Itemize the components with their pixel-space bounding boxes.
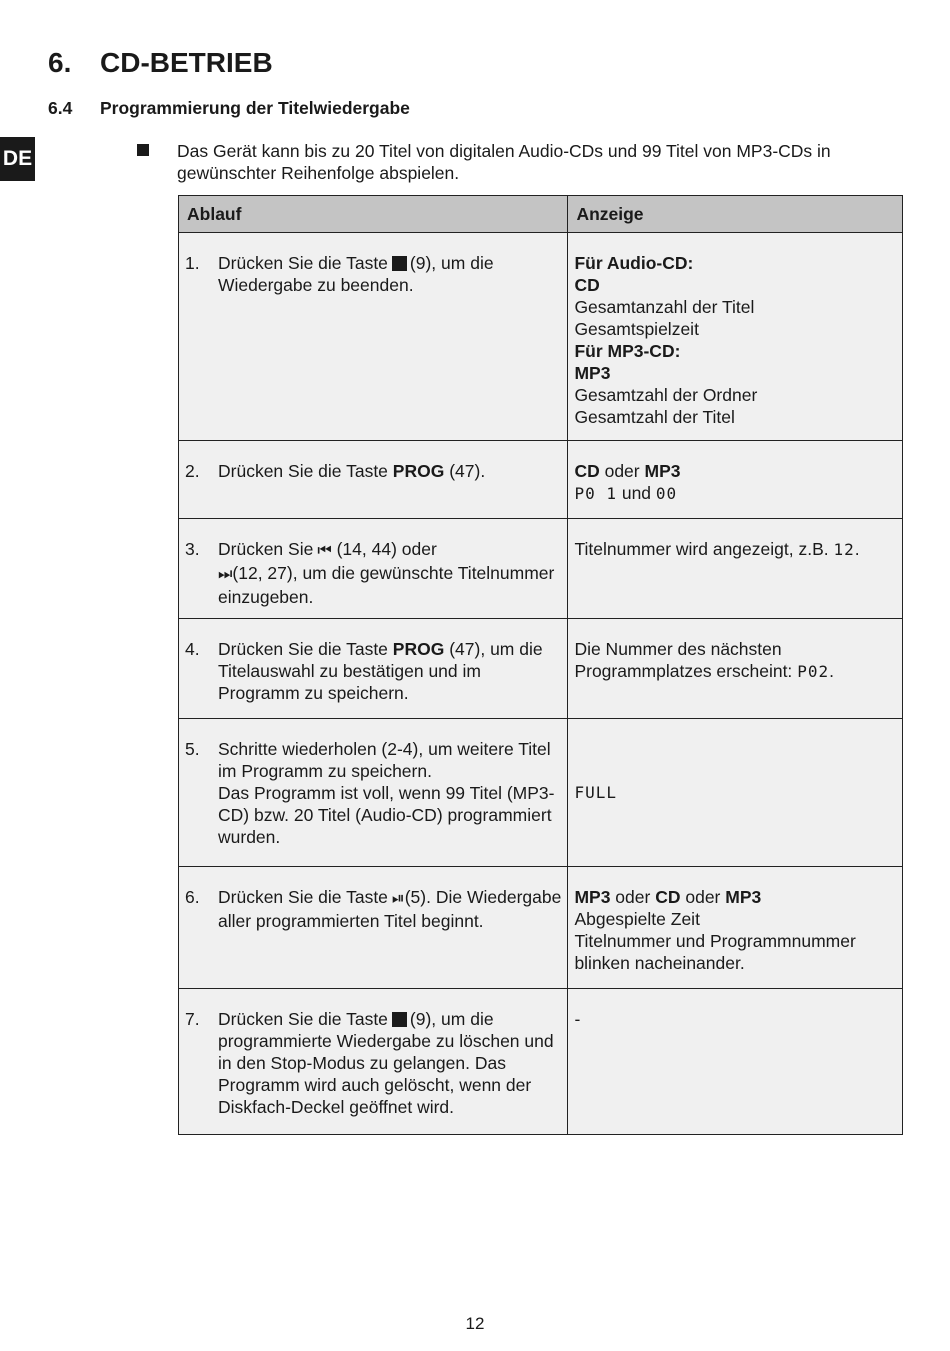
table-header-row xyxy=(179,196,903,233)
skip-back-icon: ⏮ xyxy=(317,542,330,559)
step-number: 5. xyxy=(185,739,200,759)
step-number: 6. xyxy=(185,887,200,907)
step-text: Drücken Sie die Taste (9), um die programmierte Wiedergabe zu löschen und in den Stop-Modus zu gelangen. Das Programm wird auch gelöscht, wenn der Diskfach-Deckel geöffnet wird. xyxy=(218,1009,554,1117)
display-cell xyxy=(568,233,903,441)
step-text: Drücken Sie die Taste PROG (47), um die Titelauswahl zu bestätigen und im Programm zu speichern. xyxy=(218,639,543,703)
chapter-number: 6. xyxy=(48,47,72,78)
display-cell xyxy=(568,619,903,719)
segment-display: P0 1 xyxy=(574,484,617,503)
table-row xyxy=(179,619,903,719)
chapter-heading xyxy=(48,47,273,79)
header-anzeige: Anzeige xyxy=(568,196,903,233)
skip-forward-icon: ⏭ xyxy=(218,566,231,583)
section-title: Programmierung der Titelwiedergabe xyxy=(100,98,410,118)
display-cell xyxy=(568,989,903,1135)
display-line: Titelnummer und Programmnummer blinken nacheinander. xyxy=(574,931,856,973)
step-text: Drücken Sie die Taste PROG (47). xyxy=(218,461,486,481)
display-line: Gesamtzahl der Titel xyxy=(574,407,735,427)
step-number: 1. xyxy=(185,253,200,273)
display-line: Für Audio-CD: xyxy=(574,253,694,273)
stop-icon xyxy=(392,1012,407,1027)
table-row xyxy=(179,519,903,619)
display-line: Gesamtspielzeit xyxy=(574,319,699,339)
display-line: - xyxy=(574,1009,581,1029)
play-pause-icon: ⏯ xyxy=(391,890,403,907)
step-cell xyxy=(179,519,568,619)
section-heading xyxy=(48,98,410,119)
step-number: 2. xyxy=(185,461,200,481)
display-cell xyxy=(568,867,903,989)
intro-bullet xyxy=(137,140,877,184)
step-cell xyxy=(179,719,568,867)
step-text: Schritte wiederholen (2-4), um weitere Titel im Programm zu speichern. Das Programm ist voll, wenn 99 Titel (MP3-CD) bzw. 20 Titel (Audio-CD) programmiert wurden. xyxy=(218,739,555,847)
stop-icon xyxy=(392,256,407,271)
display-line: Gesamtzahl der Ordner xyxy=(574,385,758,405)
step-cell xyxy=(179,233,568,441)
table-row xyxy=(179,441,903,519)
intro-text: Das Gerät kann bis zu 20 Titel von digitalen Audio-CDs und 99 Titel von MP3-CDs in gewünschter Reihenfolge abspielen. xyxy=(177,141,831,183)
display-line: CD oder MP3 xyxy=(574,461,681,481)
step-cell xyxy=(179,867,568,989)
section-number: 6.4 xyxy=(48,98,73,118)
display-cell xyxy=(568,719,903,867)
display-line: MP3 oder CD oder MP3 xyxy=(574,887,762,907)
segment-display: 12 xyxy=(833,540,855,559)
table-row xyxy=(179,719,903,867)
step-number: 3. xyxy=(185,539,200,559)
programming-table xyxy=(178,195,903,1135)
display-cell xyxy=(568,441,903,519)
display-line: Die Nummer des nächsten Programmplatzes erscheint: P02. xyxy=(574,639,834,681)
display-cell xyxy=(568,519,903,619)
display-line: Titelnummer wird angezeigt, z.B. 12. xyxy=(574,539,860,559)
segment-display: 00 xyxy=(655,484,678,503)
table-row xyxy=(179,233,903,441)
page-number: 12 xyxy=(465,1314,485,1333)
language-tab: DE xyxy=(0,137,35,181)
step-text: Drücken Sie ⏮ (14, 44) oder ⏭ (12, 27), um die gewünschte Titelnummer einzugeben. xyxy=(218,539,555,607)
display-line: Für MP3-CD: xyxy=(574,341,681,361)
display-line: Abgespielte Zeit xyxy=(574,909,700,929)
step-cell xyxy=(179,619,568,719)
step-text: Drücken Sie die Taste (9), um die Wiedergabe zu beenden. xyxy=(218,253,494,295)
display-line: P0 1 und 00 xyxy=(574,483,678,503)
chapter-title: CD-BETRIEB xyxy=(100,47,273,78)
table-row xyxy=(179,867,903,989)
display-line: CD xyxy=(574,275,600,295)
step-number: 4. xyxy=(185,639,200,659)
table-row xyxy=(179,989,903,1135)
step-text: Drücken Sie die Taste ⏯ (5). Die Wiedergabe aller programmierten Titel beginnt. xyxy=(218,887,562,931)
step-number: 7. xyxy=(185,1009,200,1029)
step-cell xyxy=(179,441,568,519)
square-bullet-icon xyxy=(137,144,149,156)
display-line: Gesamtanzahl der Titel xyxy=(574,297,755,317)
segment-display: P02 xyxy=(797,662,830,681)
segment-display: FULL xyxy=(574,783,617,802)
step-cell xyxy=(179,989,568,1135)
header-ablauf: Ablauf xyxy=(179,196,568,233)
display-line: MP3 xyxy=(574,363,611,383)
